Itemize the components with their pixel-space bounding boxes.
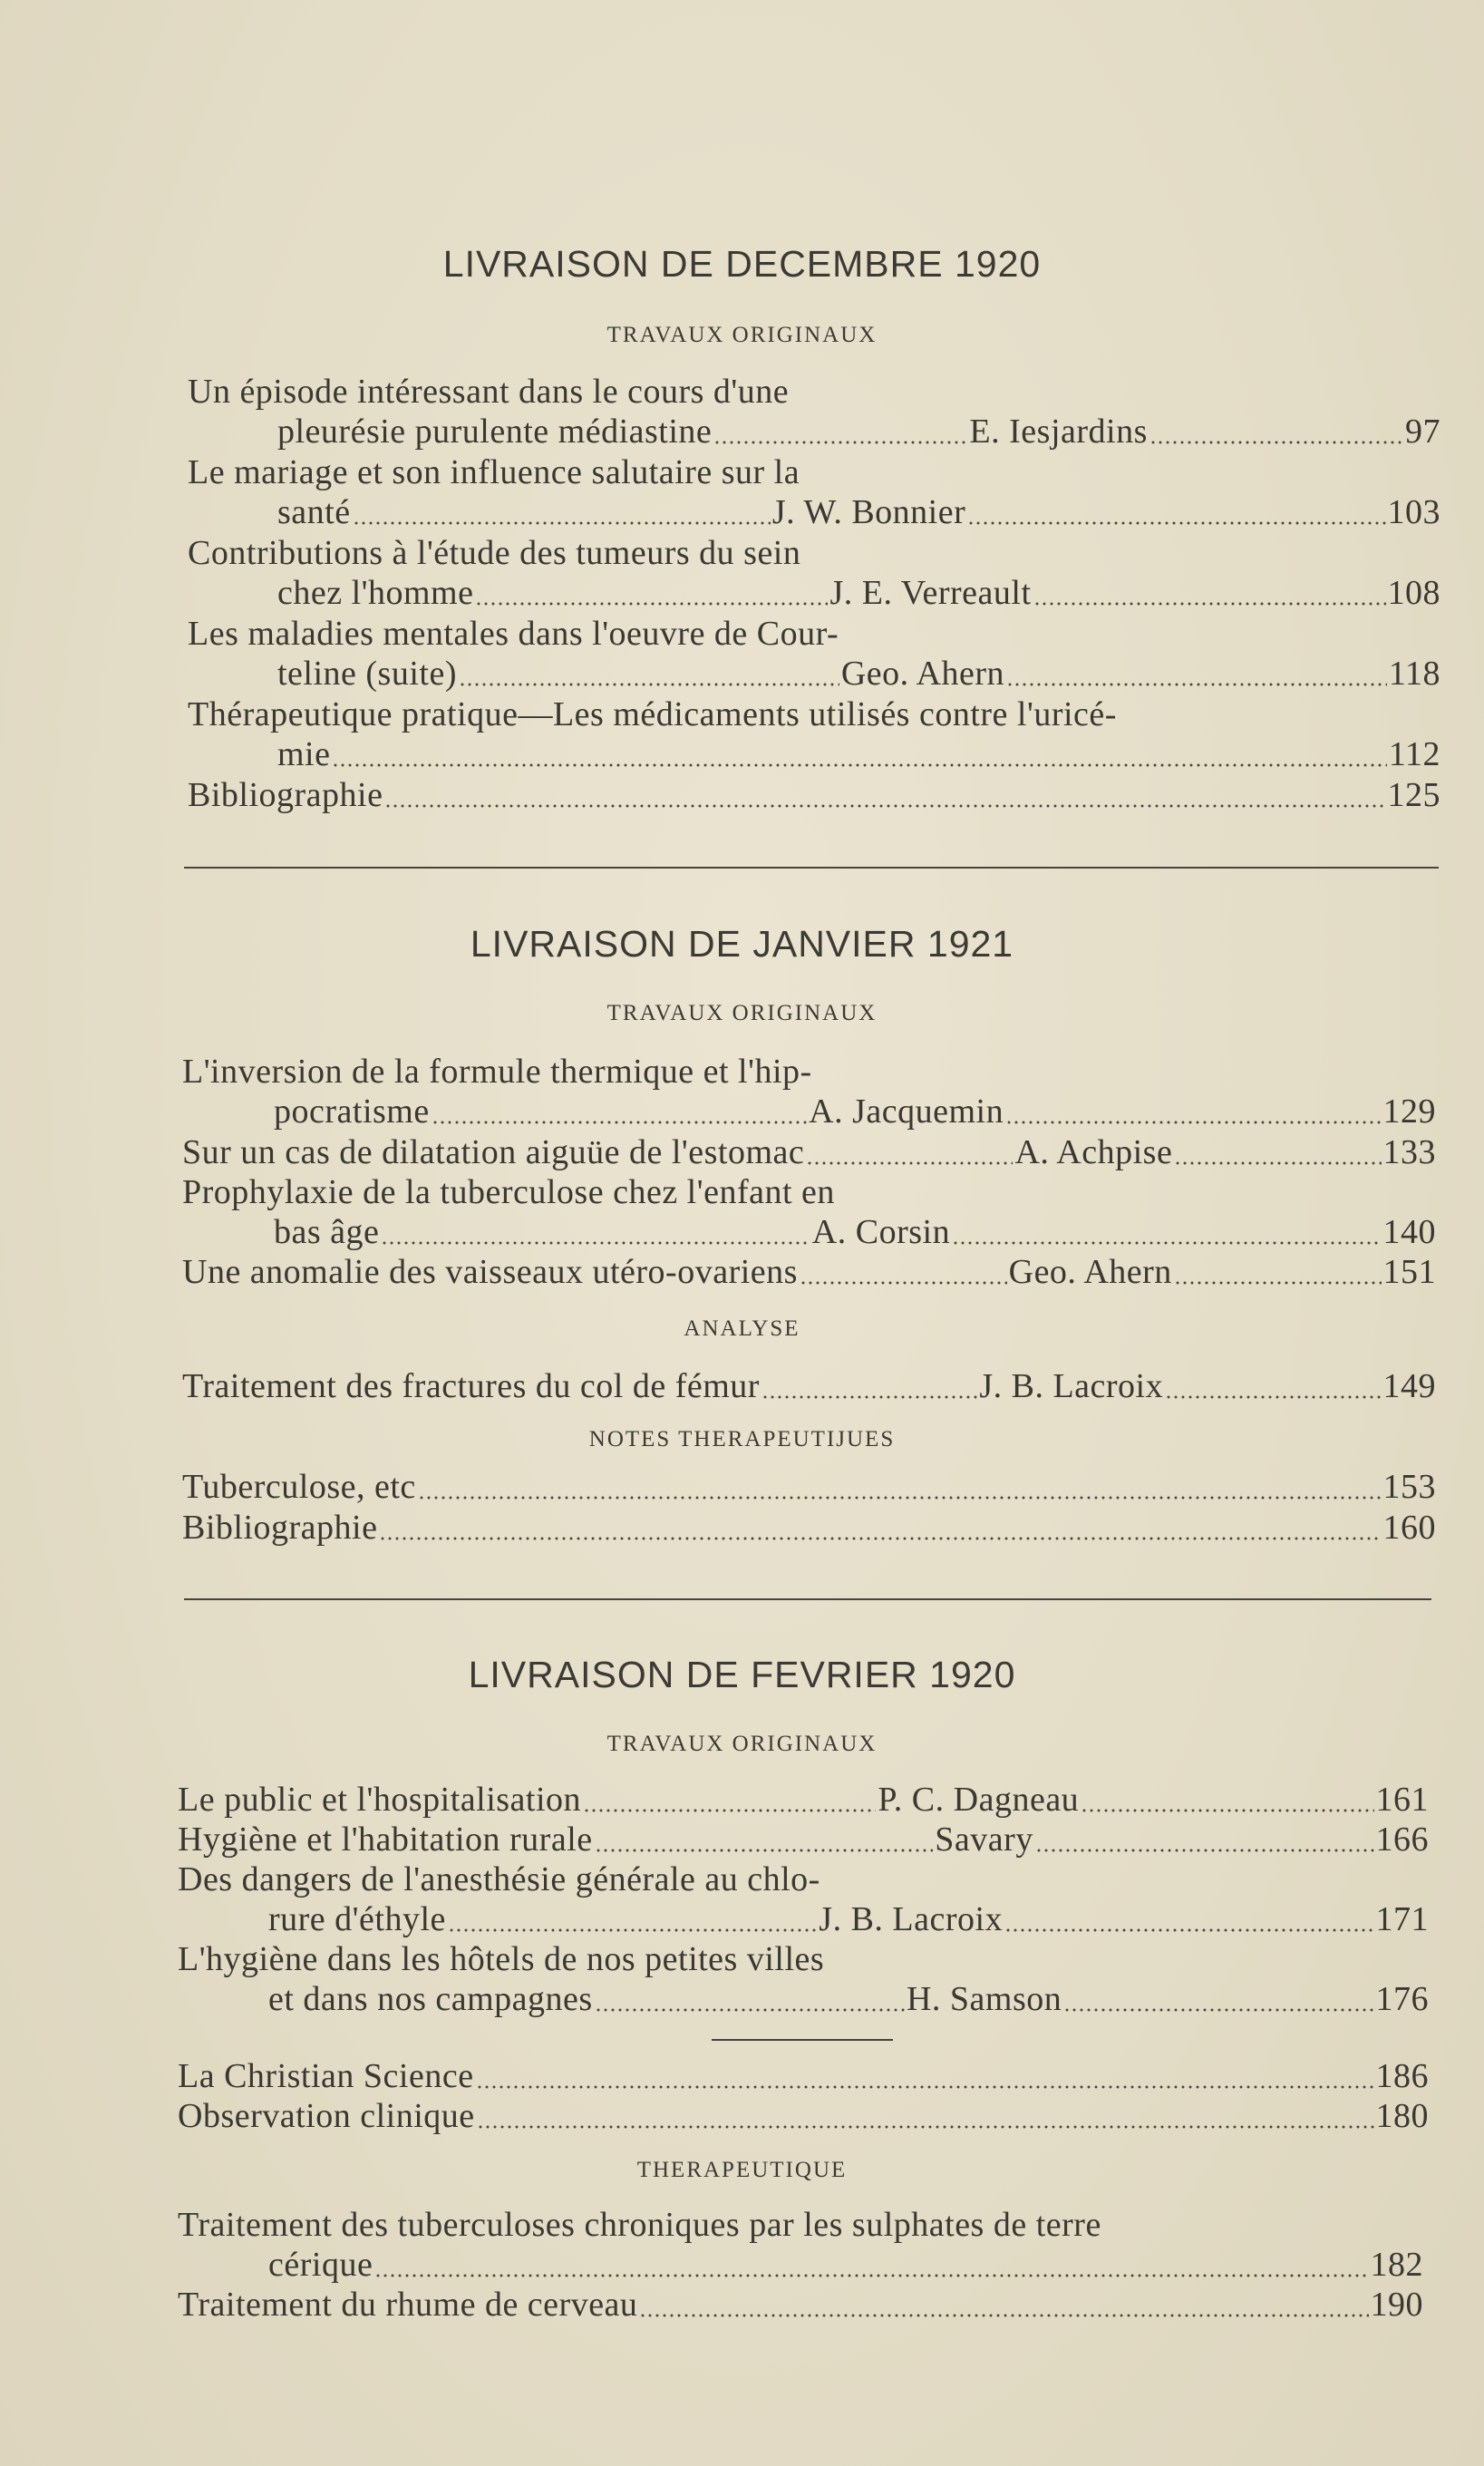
- entry-title: Bibliographie: [188, 776, 383, 814]
- toc-entry: [277, 412, 1440, 451]
- dot-leader: [1005, 1092, 1381, 1131]
- dot-leader: [1006, 654, 1387, 694]
- toc-entry: [274, 1212, 1436, 1252]
- toc-line: [188, 452, 800, 492]
- entry-page: 149: [1382, 1367, 1436, 1405]
- entry-author: E. Iesjardins: [969, 413, 1148, 451]
- dot-leader: [1081, 1780, 1373, 1820]
- section-divider: [184, 1598, 1431, 1600]
- dot-leader: [332, 734, 1386, 774]
- section-divider: [184, 867, 1439, 869]
- entry-title: Des dangers de l'anesthésie générale au chlo-: [178, 1860, 820, 1898]
- dot-leader: [1149, 412, 1403, 451]
- dot-leader: [595, 1979, 905, 2019]
- toc-entry: [178, 1820, 1429, 1859]
- toc-entry: [178, 2285, 1423, 2325]
- section-heading: LIVRAISON DE FEVRIER 1920: [468, 1654, 1016, 1695]
- entry-page: 97: [1405, 413, 1441, 451]
- dot-leader: [800, 1252, 1007, 1292]
- toc-entry: [274, 1092, 1436, 1131]
- entry-page: 160: [1382, 1509, 1436, 1547]
- dot-leader: [384, 775, 1385, 815]
- toc-entry: [178, 2096, 1429, 2136]
- dot-leader: [595, 1820, 934, 1859]
- entry-author: J. B. Lacroix: [979, 1367, 1164, 1405]
- entry-title: rure d'éthyle: [268, 1900, 446, 1938]
- entry-page: 176: [1375, 1980, 1430, 2018]
- entry-title: chez l'homme: [277, 574, 474, 612]
- entry-page: 166: [1375, 1820, 1429, 1859]
- entry-title: mie: [277, 735, 331, 773]
- toc-entry: [182, 1467, 1436, 1507]
- entry-page: 151: [1382, 1253, 1436, 1291]
- entry-page: 140: [1382, 1213, 1436, 1251]
- entry-author: Geo. Ahern: [840, 655, 1005, 693]
- entry-title: L'hygiène dans les hôtels de nos petites villes: [178, 1940, 825, 1978]
- toc-entry: [182, 1132, 1436, 1172]
- entry-page: 112: [1388, 735, 1440, 773]
- dot-leader: [952, 1212, 1381, 1252]
- section-subheading: TRAVAUX ORIGINAUX: [606, 1732, 878, 1756]
- toc-entry: [182, 1508, 1436, 1548]
- dot-leader: [583, 1780, 876, 1820]
- entry-title: et dans nos campagnes: [268, 1980, 593, 2018]
- section-subheading: TRAVAUX ORIGINAUX: [606, 1001, 878, 1025]
- dot-leader: [1174, 1132, 1381, 1172]
- entry-author: P. C. Dagneau: [878, 1781, 1080, 1819]
- dot-leader: [806, 1132, 1013, 1172]
- toc-entry: [178, 1780, 1429, 1820]
- entry-title: La Christian Science: [178, 2057, 474, 2095]
- dot-leader: [477, 2096, 1374, 2136]
- dot-leader: [448, 1899, 817, 1939]
- dot-leader: [967, 492, 1385, 532]
- entry-title: Prophylaxie de la tuberculose chez l'enfant en: [182, 1173, 835, 1211]
- dot-leader: [1174, 1252, 1382, 1292]
- entry-title: L'inversion de la formule thermique et l'hip-: [182, 1053, 812, 1091]
- entry-title: teline (suite): [277, 655, 457, 693]
- dot-leader: [418, 1467, 1382, 1507]
- dot-leader: [1004, 1899, 1373, 1939]
- entry-page: 182: [1370, 2246, 1423, 2284]
- entry-author: A. Jacquemin: [809, 1092, 1004, 1131]
- section-subheading: ANALYSE: [684, 1316, 800, 1341]
- toc-entry: [277, 734, 1440, 774]
- dot-leader: [432, 1092, 807, 1131]
- section-subheading: NOTES THERAPEUTIJUES: [588, 1427, 896, 1451]
- entry-page: 186: [1375, 2057, 1429, 2095]
- toc-line: [182, 1172, 835, 1212]
- entry-title: Tuberculose, etc: [182, 1468, 416, 1506]
- toc-line: [178, 2205, 1101, 2245]
- toc-line: [178, 1939, 824, 1979]
- toc-entry: [277, 573, 1440, 613]
- entry-page: 108: [1387, 574, 1440, 612]
- toc-entry: [268, 2245, 1423, 2285]
- dot-leader: [353, 492, 771, 532]
- dot-leader: [374, 2245, 1368, 2285]
- entry-title: bas âge: [274, 1213, 380, 1251]
- entry-page: 118: [1388, 655, 1441, 693]
- entry-author: Savary: [935, 1820, 1033, 1859]
- dot-leader: [1033, 573, 1386, 613]
- dot-leader: [476, 2056, 1374, 2096]
- entry-title: Le public et l'hospitalisation: [178, 1781, 582, 1819]
- entry-page: 103: [1387, 493, 1441, 531]
- toc-entry: [182, 1366, 1436, 1406]
- toc-entry: [178, 2056, 1429, 2096]
- entry-author: J. W. Bonnier: [771, 493, 966, 531]
- entry-title: Traitement des fractures du col de fémur: [182, 1367, 760, 1405]
- dot-leader: [761, 1366, 977, 1406]
- toc-line: [188, 614, 839, 654]
- section-subheading: THERAPEUTIQUE: [636, 2158, 848, 2182]
- entry-author: J. E. Verreault: [829, 574, 1032, 612]
- entry-title: santé: [277, 493, 351, 531]
- section-heading: LIVRAISON DE DECEMBRE 1920: [442, 243, 1042, 285]
- dot-leader: [1165, 1366, 1381, 1406]
- entry-page: 129: [1382, 1092, 1437, 1131]
- dot-leader: [381, 1212, 810, 1252]
- dot-leader: [1063, 1979, 1373, 2019]
- entry-page: 125: [1387, 776, 1440, 814]
- toc-entry: [277, 654, 1440, 694]
- dot-leader: [459, 654, 839, 694]
- entry-title: Bibliographie: [182, 1509, 378, 1547]
- entry-page: 180: [1375, 2097, 1429, 2135]
- entry-title: Les maladies mentales dans l'oeuvre de Cour-: [188, 615, 839, 653]
- section-subheading: TRAVAUX ORIGINAUX: [606, 323, 878, 347]
- toc-entry: [182, 1252, 1436, 1292]
- entry-page: 161: [1375, 1781, 1430, 1819]
- entry-title: Observation clinique: [178, 2097, 475, 2135]
- short-divider: [712, 2039, 893, 2041]
- entry-title: Hygiène et l'habitation rurale: [178, 1820, 593, 1859]
- entry-title: Une anomalie des vaisseaux utéro-ovariens: [182, 1253, 798, 1291]
- entry-page: 171: [1375, 1900, 1430, 1938]
- entry-title: pocratisme: [274, 1092, 430, 1131]
- entry-title: Traitement des tuberculoses chroniques par les sulphates de terre: [178, 2206, 1101, 2244]
- entry-title: pleurésie purulente médiastine: [277, 413, 713, 451]
- toc-line: [188, 533, 800, 573]
- toc-line: [182, 1052, 812, 1092]
- entry-author: J. B. Lacroix: [819, 1900, 1004, 1938]
- entry-page: 133: [1382, 1133, 1437, 1171]
- entry-title: Contributions à l'étude des tumeurs du sein: [188, 534, 801, 572]
- dot-leader: [475, 573, 828, 613]
- toc-line: [178, 1859, 820, 1899]
- entry-author: H. Samson: [906, 1980, 1062, 2018]
- entry-title: Un épisode intéressant dans le cours d'une: [188, 373, 790, 411]
- toc-entry: [268, 1899, 1429, 1939]
- entry-title: Sur un cas de dilatation aiguüe de l'estomac: [182, 1133, 805, 1171]
- toc-entry: [188, 775, 1440, 815]
- toc-line: [188, 694, 1117, 734]
- dot-leader: [1035, 1820, 1374, 1859]
- entry-page: 153: [1382, 1468, 1436, 1506]
- entry-title: cérique: [268, 2246, 373, 2284]
- entry-author: Geo. Ahern: [1008, 1253, 1172, 1291]
- entry-title: Traitement du rhume de cerveau: [178, 2286, 638, 2324]
- dot-leader: [713, 412, 967, 451]
- entry-author: A. Corsin: [811, 1213, 951, 1251]
- toc-entry: [277, 492, 1440, 532]
- entry-title: Le mariage et son influence salutaire sur la: [188, 453, 800, 491]
- entry-page: 190: [1370, 2286, 1423, 2324]
- entry-author: A. Achpise: [1014, 1133, 1173, 1171]
- dot-leader: [379, 1508, 1381, 1548]
- section-heading: LIVRAISON DE JANVIER 1921: [470, 923, 1014, 965]
- dot-leader: [639, 2285, 1368, 2325]
- entry-title: Thérapeutique pratique—Les médicaments utilisés contre l'uricé-: [188, 695, 1117, 733]
- toc-line: [188, 372, 789, 412]
- toc-entry: [268, 1979, 1429, 2019]
